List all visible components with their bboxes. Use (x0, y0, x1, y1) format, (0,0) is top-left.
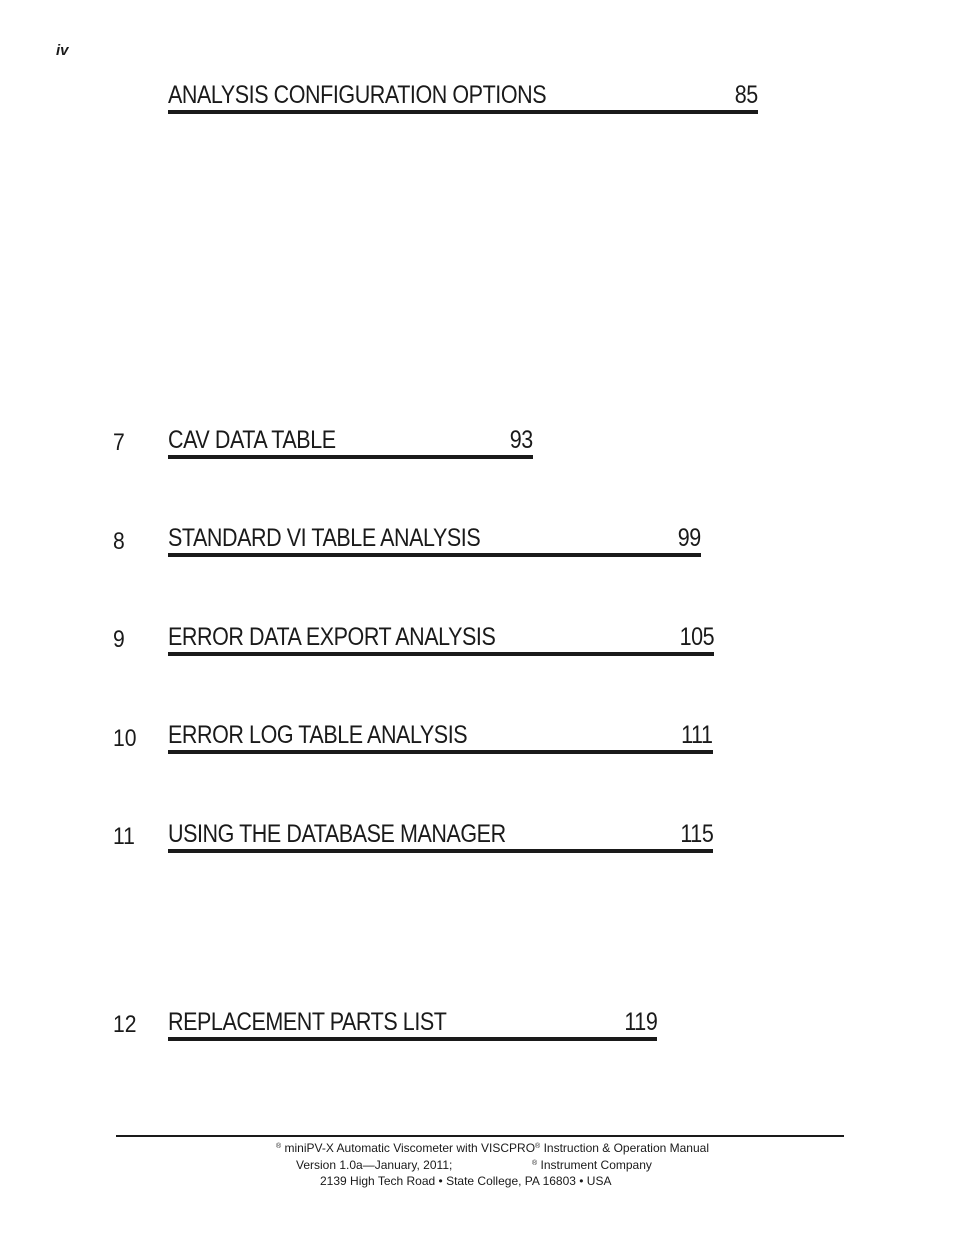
toc-title: CAV DATA TABLE (168, 426, 336, 454)
registered-mark: ® (535, 1143, 541, 1150)
toc-title: USING THE DATABASE MANAGER (168, 820, 506, 848)
toc-page-number: 93 (509, 426, 533, 454)
chapter-number: 8 (113, 528, 125, 555)
toc-title: STANDARD VI TABLE ANALYSIS (168, 524, 481, 552)
footer-line-2 (296, 1158, 452, 1173)
page-number: iv (56, 42, 69, 59)
toc-title: ANALYSIS CONFIGURATION OPTIONS (168, 81, 547, 109)
toc-page-number: 115 (680, 820, 713, 848)
toc-page-number: 119 (624, 1008, 657, 1036)
footer-company: Instrument Company (540, 1158, 652, 1172)
footer-product-name: miniPV-X Automatic Viscometer with VISCPRO (284, 1141, 536, 1155)
toc-title: REPLACEMENT PARTS LIST (168, 1008, 447, 1036)
footer-rule (116, 1135, 844, 1137)
chapter-number: 12 (113, 1011, 137, 1038)
toc-title: ERROR DATA EXPORT ANALYSIS (168, 623, 496, 651)
footer-address: 2139 High Tech Road • State College, PA 16803 • USA (320, 1174, 612, 1188)
toc-title: ERROR LOG TABLE ANALYSIS (168, 721, 468, 749)
toc-heading (168, 425, 533, 459)
toc-page-number: 111 (681, 721, 713, 749)
toc-heading (168, 523, 701, 557)
footer-line-2-company (532, 1158, 652, 1173)
toc-page-number: 85 (734, 81, 758, 109)
toc-heading (168, 720, 713, 754)
toc-heading (168, 80, 758, 114)
footer-version: Version 1.0a—January, 2011; (296, 1158, 453, 1172)
chapter-number: 11 (113, 823, 135, 850)
registered-mark: ® (532, 1160, 538, 1167)
toc-heading (168, 819, 713, 853)
registered-mark: ® (276, 1143, 282, 1150)
footer-line-1 (276, 1141, 709, 1156)
chapter-number: 9 (113, 626, 125, 653)
toc-heading (168, 1007, 657, 1041)
chapter-number: 10 (113, 725, 137, 752)
toc-page-number: 99 (677, 524, 701, 552)
toc-page-number: 105 (679, 623, 714, 651)
footer-manual-title: Instruction & Operation Manual (543, 1141, 709, 1155)
chapter-number: 7 (113, 429, 125, 456)
toc-heading (168, 622, 714, 656)
